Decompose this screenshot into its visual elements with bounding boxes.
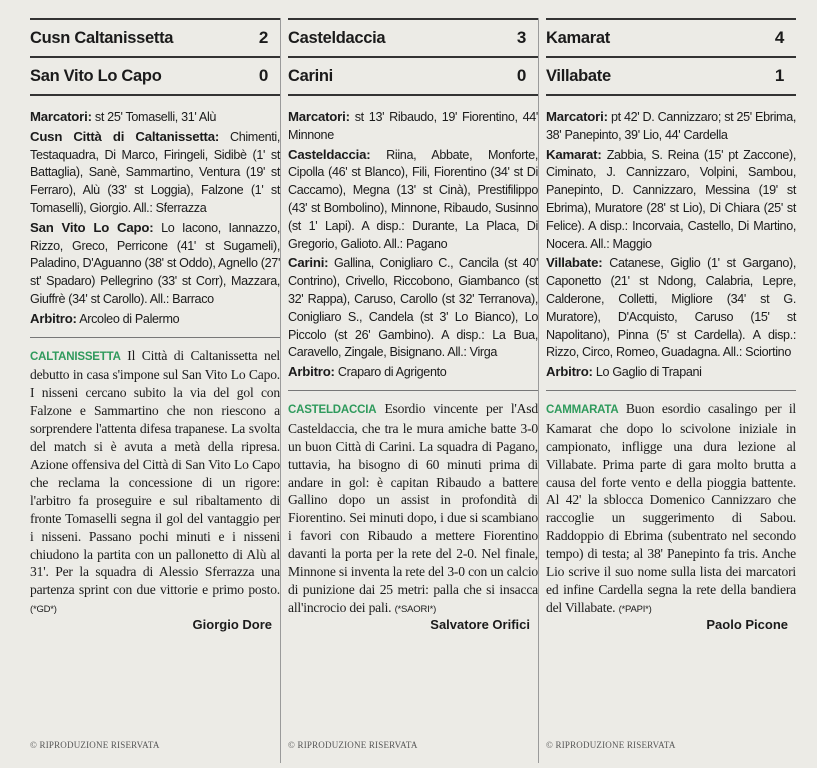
referee-line: Arbitro: Craparo di Agrigento [288, 364, 447, 380]
copyright-notice: © RIPRODUZIONE RISERVATA [546, 740, 676, 750]
author-byline: Giorgio Dore [192, 617, 272, 633]
match-column-3 [546, 18, 796, 632]
report-text: Buon esordio casalingo per il Kamarat che dopo lo scivolone iniziale in campionato, infligge una dura lezione al Villabate. Prima parte di gara molto brutta a causa del forte vento e della pioggia battente. Al 42' la sblocca Domenico Cannizzaro che raccoglie un suggerimento di Sabou. Raddoppio di Ebrima (subentrato nel secondo tempo) di testa; al 38' Panepinto fa tris. Anche Lio scrive il suo nome sulla lista dei marcatori ed infine Cardella segna la rete della bandiera del Villabate. [546, 400, 797, 615]
away-team-row [546, 56, 796, 96]
home-team-score: 2 [258, 28, 268, 47]
away-lineup: Villabate: Catanese, Giglio (1' st Gargano), Caponetto (21' st Ndong, Calabria, Lepre, Calderone, Colletti, Migliore (34' st G. Muratore), D'Acquisto, Caruso (15' st Napolitano), Pinna (5' st Cardella). A disp.: Rizzo, Circo, Romeo, Guadagna. All.: Sciortino [546, 255, 796, 360]
copyright-notice: © RIPRODUZIONE RISERVATA [30, 740, 160, 750]
match-report [288, 390, 538, 619]
match-column-2 [288, 18, 538, 632]
away-team-name: Villabate [546, 66, 611, 85]
report-tag: (*GD*) [30, 604, 57, 616]
copyright-notice: © RIPRODUZIONE RISERVATA [288, 740, 418, 750]
home-team-row [288, 18, 538, 56]
away-lineup: San Vito Lo Capo: Lo Iacono, Iannazzo, Rizzo, Greco, Perricone (41' st Sugameli), Paladino, D'Aguanno (38' st Oddo), Agnello (27' st' Spadaro) Pellegrino (33' st Corr), Mazzara, Giuffrè (34' st Carollo). All.: Barraco [30, 219, 281, 306]
match-report [30, 337, 280, 620]
home-team-name: Cusn Caltanissetta [30, 28, 174, 47]
home-team-score: 4 [774, 28, 784, 47]
report-tag: (*SAORI*) [394, 603, 437, 615]
report-location: CAMMARATA [546, 403, 619, 416]
referee-line: Arbitro: Arcoleo di Palermo [30, 310, 180, 326]
scorers-line: Marcatori: st 25' Tomaselli, 31' Alù [30, 109, 217, 124]
away-team-row [288, 56, 538, 96]
report-text: Il Città di Caltanissetta nel debutto in casa s'impone sul San Vito Lo Capo. I nisseni cercano subito la via del gol con Falzone e Sammartino che non riescono a sorprendere l'attenta difesa trapanese. La svolta del match si è avuta a metà della ripresa. Azione offensiva del Città di San Vito Lo Capo che reclama la concessione di un rigore: l'arbitro fa proseguire e sul ribaltamento di fronte Tomaselli segna il gol del vantaggio per i nisseni. Passano pochi minuti e i nisseni chiudono la partita con un pallonetto di Alù al 31'. Per la squadra di Alessio Sferrazza una partenza sprint con due vittorie e primo posto. [30, 347, 280, 598]
home-team-score: 3 [516, 28, 526, 47]
home-lineup: Cusn Città di Caltanissetta: Chimenti, Testaquadra, Di Marco, Firingeli, Sidibè (1' st Battaglia), Sanè, Sammartino, Ventura (19' st Ferraro), Alù (33' st Loggia), Falzone (1' st Tomaselli), Giorgio. All.: Sferrazza [30, 128, 280, 215]
column-divider [538, 18, 539, 763]
away-team-name: Carini [288, 66, 333, 85]
home-team-row [546, 18, 796, 56]
report-location: CASTELDACCIA [288, 403, 377, 416]
referee-line: Arbitro: Lo Gaglio di Trapani [546, 364, 702, 380]
away-team-score: 0 [258, 66, 268, 85]
match-report [546, 390, 796, 619]
match-column-1 [30, 18, 280, 632]
home-team-name: Kamarat [546, 28, 610, 47]
away-team-score: 1 [774, 66, 784, 85]
home-lineup: Casteldaccia: Riina, Abbate, Monforte, Cipolla (46' st Blanco), Fili, Fiorentino (34' st Di Caccamo), Megna (13' st Cinà), Prestifilippo (43' st Bombolino), Minnone, Ribaudo, Susinno (st 1' Lapi). A disp.: Durante, La Placa, Di Gregorio, Galioto. All.: Pagano [288, 146, 538, 251]
report-location: CALTANISSETTA [30, 350, 121, 363]
home-team-name: Casteldaccia [288, 28, 386, 47]
author-byline: Salvatore Orifici [430, 616, 530, 632]
scorers-line: Marcatori: pt 42' D. Cannizzaro; st 25' Ebrima, 38' Panepinto, 39' Lio, 44' Cardella [546, 109, 796, 142]
away-team-score: 0 [516, 66, 526, 85]
away-team-row [30, 56, 280, 96]
away-lineup: Carini: Gallina, Conigliaro C., Cancila (st 40' Contrino), Crivello, Riccobono, Giambanco (st 32' Rappa), Caruso, Carollo (st 32' Terranova), Conigliaro S., Candela (st 3' Lo Bianco), Lo Piccolo (st 26' Gambino). A disp.: La Bua, Caravello, Zingale, Bisignano. All.: Virga [288, 255, 538, 360]
match-stats [288, 108, 538, 382]
home-team-row [30, 18, 280, 56]
report-tag: (*PAPI*) [618, 603, 652, 615]
report-text: Esordio vincente per l'Asd Casteldaccia, che tra le mura amiche batte 3-0 un buon Città di Carini. La squadra di Pagano, tuttavia, ha bisogno di 60 minuti prima di andare in gol: è capitan Ribaudo a battere Gallino dopo un assist in profondità di Fiorentino. Sei minuti dopo, i due si scambiano i favori con Ribaudo a mettere Fiorentino davanti la porta per la rete del 2-0. Nel finale, Minnone si inventa la rete del 3-0 con un calcio di punizione dai 25 metri: palla che si insacca all'incrocio dei pali. [288, 400, 538, 615]
scorers-line: Marcatori: st 13' Ribaudo, 19' Fiorentino, 44' Minnone [288, 109, 538, 142]
match-stats [546, 108, 796, 382]
away-team-name: San Vito Lo Capo [30, 66, 162, 85]
author-byline: Paolo Picone [706, 616, 788, 632]
match-stats [30, 108, 280, 329]
column-divider [280, 18, 281, 763]
home-lineup: Kamarat: Zabbia, S. Reina (15' pt Zaccone), Ciminato, J. Cannizzaro, Volpini, Sambou, Panepinto, D. Cannizzaro, Messina (19' st Ebrima), Muratore (28' st Lio), Di Chiara (25' st Felice). A disp.: Incorvaia, Castello, Di Martino, Nocera. All.: Maggio [546, 146, 796, 251]
